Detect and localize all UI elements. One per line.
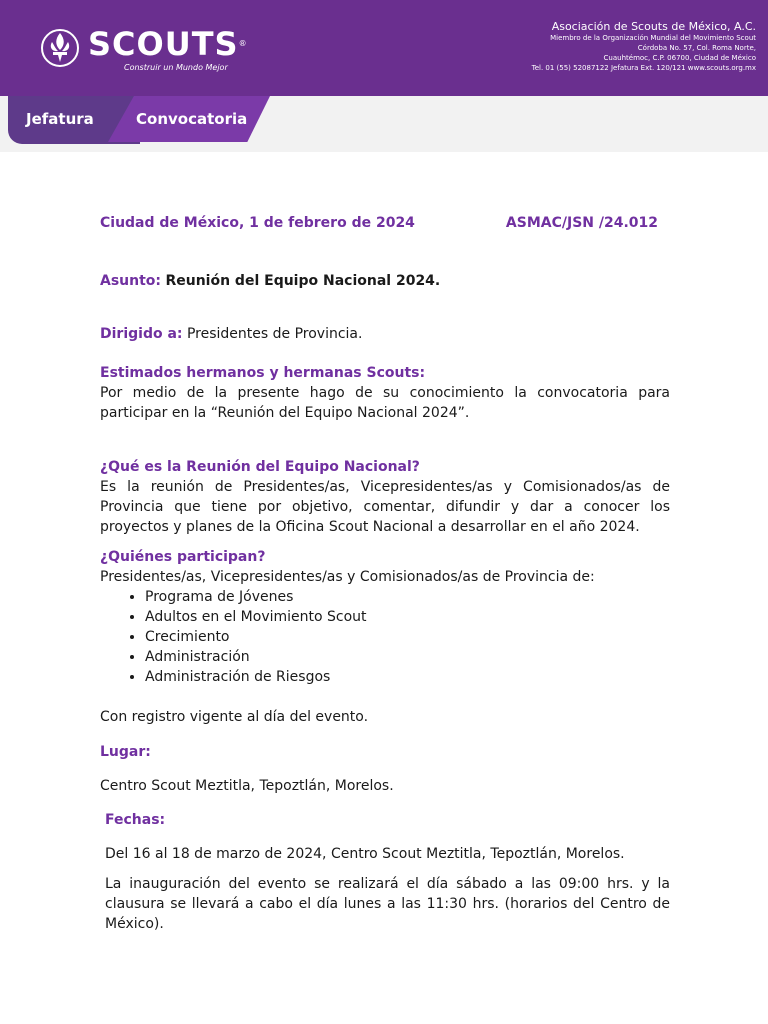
participants-list — [100, 587, 670, 687]
organization-address-street: Córdoba No. 57, Col. Roma Norte, — [637, 44, 756, 52]
organization-address-city: Cuauhtémoc, C.P. 06700, Ciudad de México — [603, 54, 756, 62]
reference-number: ASMAC/JSN /24.012 — [505, 215, 658, 231]
schedule-text: La inauguración del evento se realizará el día sábado a las 09:00 hrs. y la clausura se llevará a cabo el día lunes a las 11:30 hrs. (horarios del Centro de México). — [105, 876, 670, 932]
logo-tagline: Construir un Mundo Mejor — [124, 63, 228, 72]
organization-contact: Tel. 01 (55) 52087122 Jefatura Ext. 120/121 www.scouts.org.mx — [531, 64, 756, 72]
question-who-heading: ¿Quiénes participan? — [100, 549, 266, 565]
question-what-answer: Es la reunión de Presidentes/as, Vicepresidentes/as y Comisionados/as de Provincia que tiene por objetivo, comentar, difundir y dar a conocer los proyectos y planes de la Oficina Scout Nacional a desarrollar en el año 2024. — [100, 479, 670, 535]
list-item: • Administración — [145, 647, 670, 667]
list-item: • Adultos en el Movimiento Scout — [145, 607, 670, 627]
registration-note: Con registro vigente al día del evento. — [100, 709, 369, 725]
logo-wordmark: SCOUTS® — [88, 25, 248, 63]
place-text: Centro Scout Meztitla, Tepoztlán, Morelos. — [100, 778, 394, 794]
addressee-text: Presidentes de Provincia. — [186, 326, 363, 342]
organization-info — [426, 20, 756, 73]
fleur-de-lis-logo-icon — [40, 26, 80, 72]
subject-line — [100, 271, 670, 291]
list-item: • Programa de Jóvenes — [145, 587, 670, 607]
place-date: Ciudad de México, 1 de febrero de 2024 — [100, 215, 415, 231]
tab-convocatoria-label: Convocatoria — [136, 110, 248, 128]
addressee-line — [100, 324, 670, 344]
letterhead — [0, 0, 768, 96]
dateline — [100, 205, 670, 231]
addressee-label: Dirigido a: — [100, 326, 183, 342]
subject-label: Asunto: — [100, 273, 162, 289]
organization-membership: Miembro de la Organización Mundial del Movimiento Scout — [550, 34, 756, 42]
tab-jefatura-label: Jefatura — [26, 110, 94, 128]
list-item: • Administración de Riesgos — [145, 667, 670, 687]
place-label: Lugar: — [100, 744, 151, 760]
subject-text: Reunión del Equipo Nacional 2024. — [165, 273, 441, 289]
list-item: • Crecimiento — [145, 627, 670, 647]
question-what-heading: ¿Qué es la Reunión del Equipo Nacional? — [100, 459, 420, 475]
intro-paragraph: Por medio de la presente hago de su conocimiento la convocatoria para participar en la “Reunión del Equipo Nacional 2024”. — [100, 385, 670, 421]
greeting: Estimados hermanos y hermanas Scouts: — [100, 365, 426, 381]
dates-label: Fechas: — [105, 812, 166, 828]
trademark-symbol: ® — [238, 39, 248, 48]
organization-name: Asociación de Scouts de México, A.C. — [551, 20, 756, 33]
dates-text: Del 16 al 18 de marzo de 2024, Centro Scout Meztitla, Tepoztlán, Morelos. — [105, 846, 625, 862]
letter-body — [100, 205, 670, 934]
question-who-answer: Presidentes/as, Vicepresidentes/as y Comisionados/as de Provincia de: — [100, 569, 595, 585]
